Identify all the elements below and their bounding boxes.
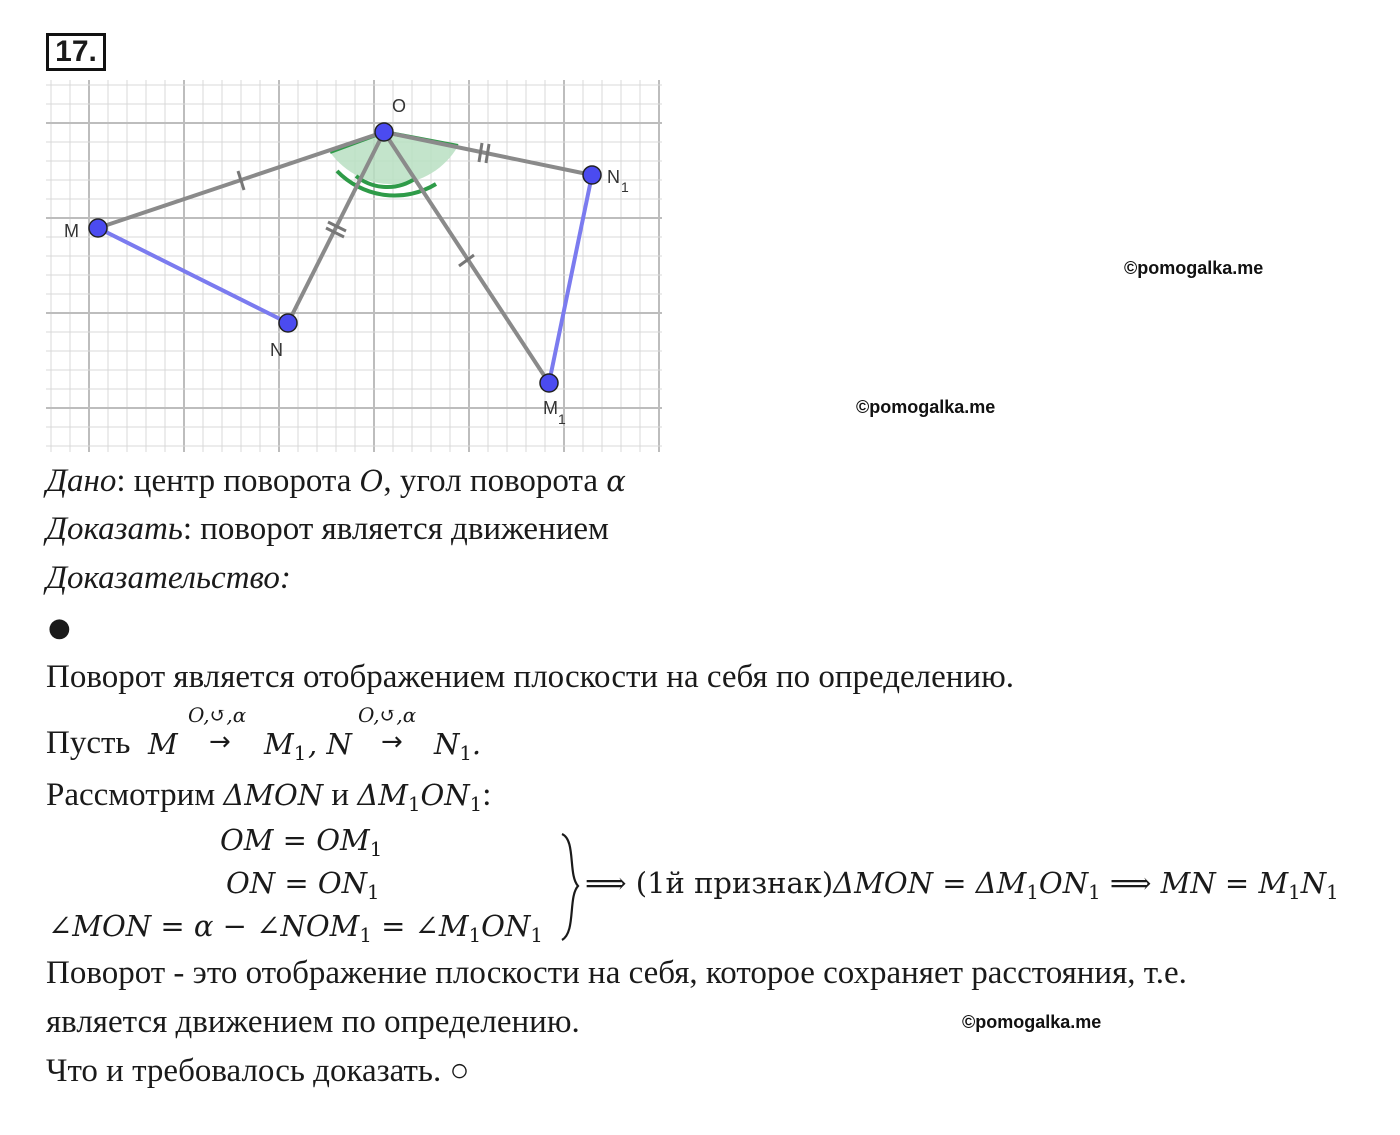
final-line2: является движением по определению. [46,1004,580,1040]
tick-ON1-a [479,143,482,162]
given-angle: α [606,464,626,498]
given-line [46,463,626,500]
grid [46,80,662,452]
arrow-2: → [381,727,403,757]
point-M [89,219,107,237]
segment-OM1 [384,132,549,383]
conclusion: ⟹ (1й признак)ΔMON = $\Delta M_1ON_1$ ⟹ MN = $M_1N_1$ [585,866,1339,904]
let-N1: $N_1$. [434,727,482,765]
watermark: ©pomogalka.me [1124,258,1264,278]
system-brace [556,830,586,945]
segment-M1N1 [549,175,592,383]
let-M1: $M_1$ [264,727,307,765]
point-N1 [583,166,601,184]
let-M: M [148,727,178,761]
watermark: ©pomogalka.me [856,397,996,417]
label-N1-sub: 1 [621,179,629,195]
arrow-1: → [209,727,231,757]
given-sep: , угол поворота [383,463,607,499]
proof-label: Доказательство: [46,560,291,596]
label-N1: N [607,167,620,187]
point-O [375,123,393,141]
label-O: O [392,96,407,116]
consider-line: Рассмотрим ΔMON и $\Delta M_1ON_1$: [46,777,492,816]
equation-om: OM = $OM_1$ [220,823,383,861]
point-M1 [540,374,558,392]
label-M1-sub: 1 [558,411,566,427]
given-center: O [359,464,384,498]
label-M: M [64,221,79,241]
watermark: ©pomogalka.me [962,1012,1102,1032]
tick-ON1-b [486,144,489,163]
label-M1: M [543,398,558,418]
let-N: , N [308,727,352,761]
prove-line [46,511,609,548]
rotation-figure [46,80,662,452]
final-line1: Поворот - это отображение плоскости на себя, которое сохраняет расстояния, т.е. [46,955,1187,991]
rotation-sup-1: O,↺,α [188,703,247,727]
label-N: N [270,340,283,360]
given-text: : центр поворота [116,463,360,499]
let-line [46,703,566,773]
given-label: Дано [46,463,117,499]
angle-arc-fill [330,132,458,184]
rotation-sup-2: O,↺,α [358,703,417,727]
bullet: ● [48,613,71,643]
problem-number: 17. [46,33,106,71]
point-N [279,314,297,332]
proof-line1: Поворот является отображением плоскости на себя по определению. [46,659,1015,695]
prove-text: : поворот является движением [182,511,609,547]
equation-angle: ∠MON = $\alpha - \angle NOM_1$ = $\angle M_1ON_1$ [48,909,543,947]
qed-line: Что и требовалось доказать. ○ [46,1053,470,1089]
prove-label: Доказать [46,511,183,547]
equation-on: ON = $ON_1$ [226,866,380,904]
let-word: Пусть [46,725,131,761]
